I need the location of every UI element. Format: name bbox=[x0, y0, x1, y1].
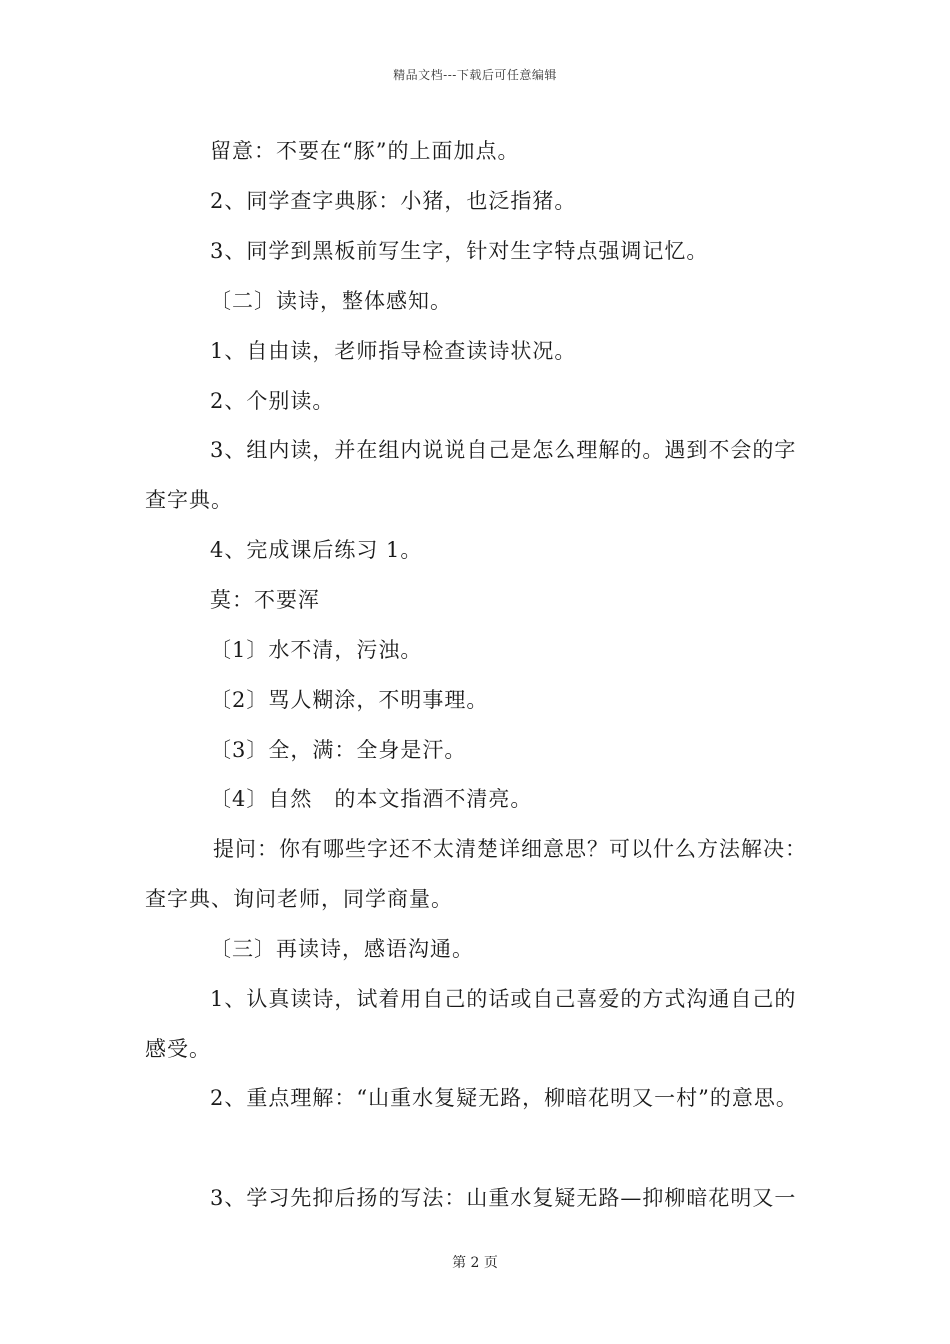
text-line: 提问：你有哪些字还不太清楚详细意思？可以什么方法解决： bbox=[213, 837, 807, 861]
text-line: 查字典、询问老师，同学商量。 bbox=[145, 887, 453, 911]
text-line: 留意：不要在“豚”的上面加点。 bbox=[210, 139, 520, 163]
text-line: 1、认真读诗，试着用自己的话或自己喜爱的方式沟通自己的 bbox=[210, 987, 797, 1011]
text-line: 〔二〕读诗，整体感知。 bbox=[210, 289, 452, 313]
text-line: 2、个别读。 bbox=[210, 389, 335, 413]
text-line: 3、同学到黑板前写生字，针对生字特点强调记忆。 bbox=[210, 239, 709, 263]
page-number: 第 2 页 bbox=[452, 1255, 498, 1271]
text-line: 〔4〕自然 的本文指酒不清亮。 bbox=[210, 787, 533, 811]
text-line: 3、组内读，并在组内说说自己是怎么理解的。遇到不会的字 bbox=[210, 438, 797, 462]
text-line: 〔1〕水不清，污浊。 bbox=[210, 638, 423, 662]
page-header: 精品文档---下载后可任意编辑 bbox=[393, 68, 557, 82]
text-line: 感受。 bbox=[145, 1037, 211, 1061]
text-line: 2、重点理解：“山重水复疑无路，柳暗花明又一村”的意思。 bbox=[210, 1086, 798, 1110]
text-line: 查字典。 bbox=[145, 488, 233, 512]
text-line: 〔3〕全，满：全身是汗。 bbox=[210, 738, 467, 762]
text-line: 3、学习先抑后扬的写法：山重水复疑无路—抑柳暗花明又一 bbox=[210, 1186, 797, 1210]
text-line: 1、自由读，老师指导检查读诗状况。 bbox=[210, 339, 577, 363]
text-line: 莫：不要浑 bbox=[210, 588, 320, 612]
text-line: 2、同学查字典豚：小猪，也泛指猪。 bbox=[210, 189, 577, 213]
text-line: 〔2〕骂人糊涂，不明事理。 bbox=[210, 688, 489, 712]
text-line: 〔三〕再读诗，感语沟通。 bbox=[210, 937, 474, 961]
text-line: 4、完成课后练习 1。 bbox=[210, 538, 423, 562]
